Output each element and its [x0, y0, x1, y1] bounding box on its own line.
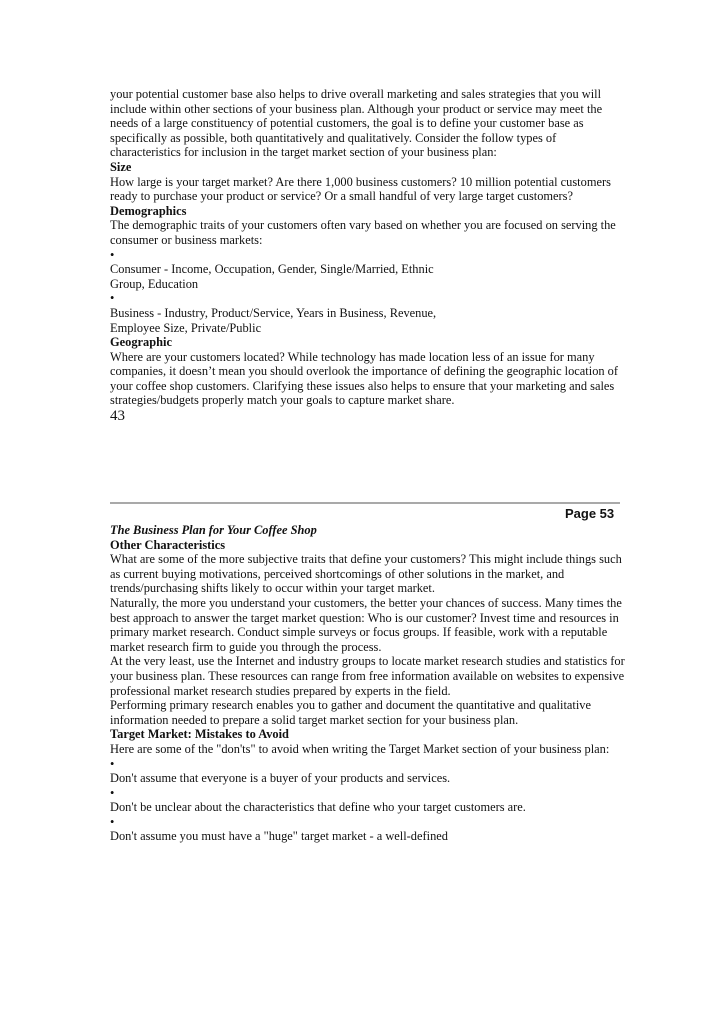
size-paragraph: How large is your target market? Are there 1,000 business customers? 10 million potential customers ready to purchase your product or service? Or a small handful of very large target customers? — [110, 174, 611, 204]
intro-paragraph: your potential customer base also helps to drive overall marketing and sales strategies that you will include within other sections of your business plan. Although your product or service may meet the needs of a large constituency of potential customers, the goal is to define your customer base as specifically as possible, both quantitatively and qualitatively. Consider the follow types of characteristics for inclusion in the target market section of your business plan: — [110, 87, 603, 160]
research-paragraph: At the very least, use the Internet and industry groups to locate market research studies and statistics for your business plan. These resources can range from free information available on websites to expensive professional market research studies prepared by experts in the field. — [110, 654, 625, 698]
running-head: The Business Plan for Your Coffee Shop — [110, 523, 317, 537]
bullet: • — [110, 785, 115, 800]
understanding-paragraph: Naturally, the more you understand your customers, the better your chances of success. Many times the best approach to answer the target market question: Who is our customer? Invest time and resources in primary market research. Conduct simple surveys or focus groups. If feasible, work with a reputable market research firm to guide you through the process. — [110, 595, 622, 654]
printed-page-number: 43 — [110, 408, 125, 425]
mistakes-intro: Here are some of the "don'ts" to avoid when writing the Target Market section of your business plan: — [110, 741, 610, 756]
other-characteristics-paragraph: What are some of the more subjective traits that define your customers? This might include things such as current buying motivations, perceived shortcomings of other solutions in the market, and trends/purchasing shifts likely to occur within your target market. — [110, 552, 622, 596]
demographics-consumer-item: Consumer - Income, Occupation, Gender, Single/Married, Ethnic Group, Education — [110, 262, 434, 291]
page-label: Page 53 — [565, 506, 615, 521]
bullet: • — [110, 756, 115, 771]
demographics-business-item: Business - Industry, Product/Service, Years in Business, Revenue, Employee Size, Private/Public — [110, 305, 437, 335]
demographics-paragraph: The demographic traits of your customers often vary based on whether you are focused on serving the consumer or business markets: — [110, 218, 616, 247]
bullet: • — [110, 814, 115, 829]
mistake-item-3: Don't assume you must have a "huge" target market - a well-defined — [110, 829, 448, 844]
page-divider — [110, 502, 620, 504]
geographic-heading: Geographic — [110, 335, 172, 350]
mistake-item-1: Don't assume that everyone is a buyer of your products and services. — [110, 771, 451, 786]
other-characteristics-heading: Other Characteristics — [110, 537, 226, 552]
mistake-item-2: Don't be unclear about the characteristics that define who your target customers are. — [110, 800, 526, 815]
bullet: • — [110, 291, 115, 306]
mistakes-heading: Target Market: Mistakes to Avoid — [110, 727, 289, 742]
size-heading: Size — [110, 159, 132, 174]
upper-section — [110, 87, 630, 425]
primary-research-paragraph: Performing primary research enables you to gather and document the quantitative and qualitative information needed to prepare a solid target market section for your business plan. — [110, 698, 592, 727]
bullet: • — [110, 247, 115, 262]
geographic-paragraph: Where are your customers located? While technology has made location less of an issue for many companies, it doesn’t mean you should overlook the importance of defining the geographic location of your coffee shop customers. Clarifying these issues also helps to ensure that your marketing and sales strategies/budgets properly match your goals to capture market share. — [110, 349, 618, 408]
demographics-heading: Demographics — [110, 203, 187, 218]
lower-section — [110, 523, 630, 844]
